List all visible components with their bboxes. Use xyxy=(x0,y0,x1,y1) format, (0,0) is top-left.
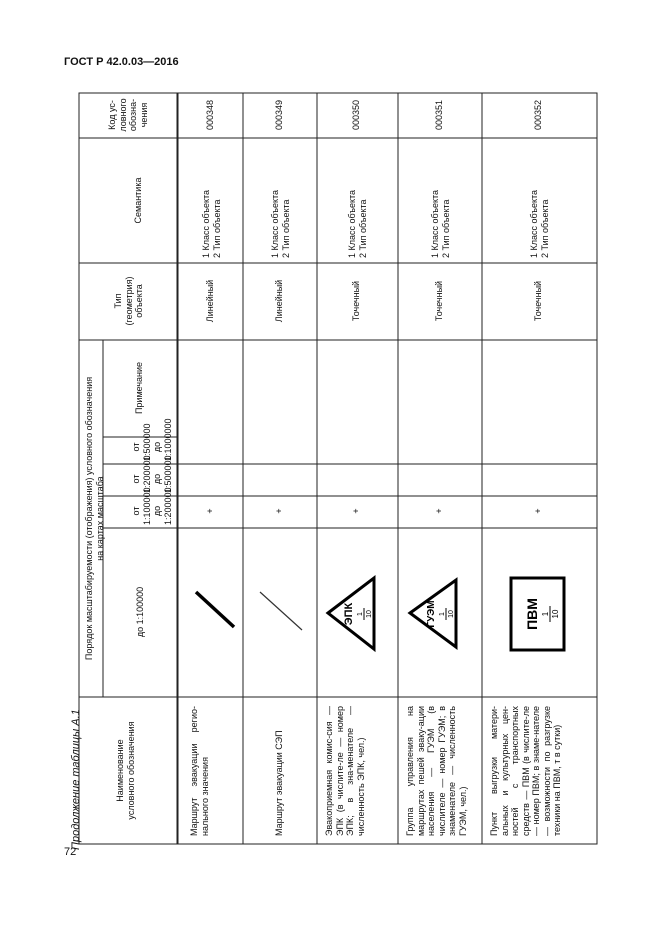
epk-denominator: 10 xyxy=(366,610,373,618)
row-2-geom: Линейный xyxy=(274,279,284,323)
row-5-semantics: 1 Класс объекта 2 Тип объекта xyxy=(529,189,550,258)
row-5-to-200k: + xyxy=(533,508,543,514)
row-1-geom: Линейный xyxy=(205,279,215,323)
document-header: ГОСТ Р 42.0.03—2016 xyxy=(64,56,179,68)
symbol-pvm-box xyxy=(511,578,564,650)
pvm-numerator: 1 xyxy=(541,611,550,617)
symbol-guem-triangle xyxy=(410,580,456,647)
pvm-denominator: 10 xyxy=(551,609,560,619)
symbol-epk-triangle xyxy=(328,578,374,649)
row-5-name: Пункт выгрузки матери-альных и культурных цен-ностей с транспортных средств — ПВМ (в числите-ле — номер ПВМ; в знаме-нателе — возможности по разгрузке техники на ПВМ, т в сутки) xyxy=(489,703,562,836)
symbol-evac-route-regional xyxy=(196,592,234,627)
page-number: 72 xyxy=(64,846,77,858)
header-name: Наименование условного обозначения xyxy=(115,721,136,820)
epk-label: ЭПК xyxy=(343,602,355,626)
row-2-to-200k: + xyxy=(274,508,284,514)
row-4-to-200k: + xyxy=(434,508,444,514)
row-5-geom: Точечный xyxy=(533,280,543,322)
row-5-code: 000352 xyxy=(533,99,543,131)
guem-numerator: 1 xyxy=(439,612,446,616)
header-to-100k: до 1:100000 xyxy=(135,586,145,638)
guem-label: ГУЭМ xyxy=(426,600,437,628)
header-semantics: Семантика xyxy=(133,177,143,224)
row-3-name: Эвакоприемная комис-сия — ЭПК (в числите-ле — номер ЭПК; в зна-менателе — численность ЭПК, чел.) xyxy=(324,703,366,836)
row-2-code: 000349 xyxy=(274,99,284,131)
header-order-group: Порядок масштабируемости (отображения) условного обозначения на картах масштаба xyxy=(84,376,105,661)
header-geom: Тип (геометрия) объекта xyxy=(113,276,144,326)
row-4-code: 000351 xyxy=(434,99,444,131)
header-to-1m: от 1:500000 до 1:1000000 xyxy=(131,418,173,461)
symbol-evac-route-sep xyxy=(260,592,302,630)
row-3-code: 000350 xyxy=(351,99,361,131)
row-3-geom: Точечный xyxy=(351,280,361,322)
header-note: Примечание xyxy=(134,361,144,415)
pvm-label: ПВМ xyxy=(524,598,540,630)
header-to-200k: от 1:100000 до 1:200000 xyxy=(131,487,173,525)
header-to-500k: от 1:200000 до 1:500000 xyxy=(131,455,173,493)
guem-denominator: 10 xyxy=(448,610,455,618)
row-1-semantics: 1 Класс объекта 2 Тип объекта xyxy=(201,189,222,258)
row-3-to-200k: + xyxy=(351,508,361,514)
header-code: Код ус- ловного обозна- чения xyxy=(107,98,149,132)
row-1-name: Маршрут эвакуации регио-нального значения xyxy=(189,706,210,836)
row-4-name: Группа управления на маршрутах пешей эваку-ации населения — ГУЭМ (в числителе — номер ГУЭМ; в знаменателе — численность ГУЭМ, чел.) xyxy=(405,703,468,836)
row-4-semantics: 1 Класс объекта 2 Тип объекта xyxy=(430,189,451,258)
row-4-geom: Точечный xyxy=(434,280,444,322)
epk-numerator: 1 xyxy=(357,612,364,616)
table-caption: Продолжение таблицы А.1 xyxy=(70,709,82,850)
row-3-semantics: 1 Класс объекта 2 Тип объекта xyxy=(347,189,368,258)
row-2-name: Маршрут эвакуации СЭП xyxy=(274,730,284,836)
row-1-code: 000348 xyxy=(205,99,215,131)
row-1-to-200k: + xyxy=(205,508,215,514)
row-2-semantics: 1 Класс объекта 2 Тип объекта xyxy=(270,189,291,258)
